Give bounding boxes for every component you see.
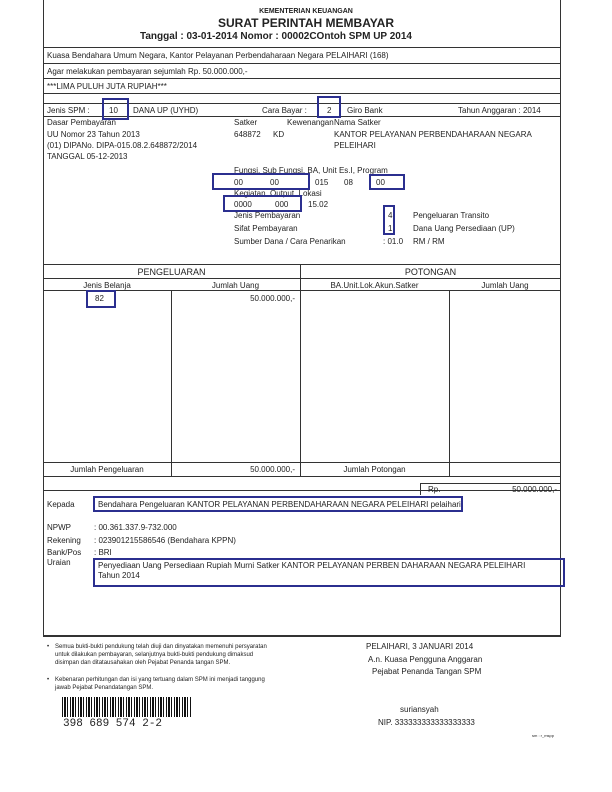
kewenangan-value: KD bbox=[273, 130, 285, 139]
jenis-spm-label: Jenis SPM : bbox=[47, 106, 90, 115]
divider bbox=[43, 63, 561, 64]
npwp-value: : 00.361.337.9-732.000 bbox=[94, 523, 177, 532]
divider bbox=[43, 476, 561, 477]
signature-line1: A.n. Kuasa Pengguna Anggaran bbox=[368, 655, 483, 664]
sumber-dana-label: Sumber Dana / Cara Penarikan bbox=[234, 237, 346, 246]
signature-place-date: PELAIHARI, 3 JANUARI 2014 bbox=[366, 642, 474, 651]
payment-order: Agar melakukan pembayaran sejumlah Rp. 50.000.000,- bbox=[47, 67, 248, 76]
fungsi-value: 00 bbox=[376, 178, 385, 187]
fungsi-value: 015 bbox=[315, 178, 329, 187]
kegiatan-value: 15.02 bbox=[308, 200, 329, 209]
divider bbox=[43, 636, 561, 637]
row-jenis-belanja: 82 bbox=[95, 294, 104, 303]
dasar-line: TANGGAL 05-12-2013 bbox=[47, 152, 128, 161]
total-pengeluaran-label: Jumlah Pengeluaran bbox=[70, 465, 144, 474]
addressee: Kuasa Bendahara Umum Negara, Kantor Pelayanan Perbendaharaan Negara PELAIHARI (168) bbox=[47, 51, 389, 60]
jenis-pembayaran-label: Jenis Pembayaran bbox=[234, 211, 301, 220]
sumber-dana-code: : 01.0 bbox=[383, 237, 404, 246]
barcode-number: 398 689 574 2-2 bbox=[63, 718, 163, 730]
signature-name: suriansyah bbox=[400, 705, 439, 714]
document-title: SURAT PERINTAH MEMBAYAR bbox=[217, 16, 394, 30]
uraian-label: Uraian bbox=[47, 558, 71, 567]
nama-satker-line2: PELEIHARI bbox=[334, 141, 376, 150]
sifat-pembayaran-desc: Dana Uang Persediaan (UP) bbox=[413, 224, 515, 233]
divider bbox=[43, 47, 561, 48]
table-divider bbox=[300, 264, 301, 476]
uraian-line2: Tahun 2014 bbox=[98, 571, 140, 580]
cara-bayar-desc: Giro Bank bbox=[347, 106, 383, 115]
highlight-box bbox=[383, 205, 395, 235]
dasar-label: Dasar Pembayaran bbox=[47, 118, 116, 127]
nama-satker-line1: KANTOR PELAYANAN PERBENDAHARAAN NEGARA bbox=[334, 130, 532, 139]
pengeluaran-header: PENGELUARAN bbox=[137, 267, 206, 277]
highlight-box bbox=[317, 96, 341, 118]
npwp-label: NPWP bbox=[47, 523, 71, 532]
fungsi-value: 00 bbox=[234, 178, 243, 187]
sumber-dana-desc: RM / RM bbox=[413, 237, 445, 246]
highlight-box bbox=[93, 496, 463, 512]
table-divider bbox=[171, 290, 172, 476]
divider bbox=[43, 278, 561, 279]
col-jumlah-uang: Jumlah Uang bbox=[211, 281, 260, 290]
kegiatan-value: 000 bbox=[275, 200, 289, 209]
footer-code: sm : r_mspp bbox=[532, 733, 555, 738]
highlight-box bbox=[102, 98, 129, 120]
signature-line2: Pejabat Penanda Tangan SPM bbox=[372, 667, 482, 676]
kepada-value: Bendahara Pengeluaran KANTOR PELAYANAN PERBENDAHARAAN NEGARA PELEIHARI pelaihari bbox=[98, 500, 461, 509]
tahun-anggaran: Tahun Anggaran : 2014 bbox=[458, 106, 541, 115]
note-text: disimpan dan ditatausahakan oleh Pejabat Penanda tangan SPM. bbox=[55, 660, 231, 666]
potongan-header: POTONGAN bbox=[404, 267, 457, 277]
total-pengeluaran-value: 50.000.000,- bbox=[250, 465, 295, 474]
divider bbox=[420, 483, 421, 495]
rekening-label: Rekening bbox=[47, 536, 81, 545]
signature-nip: NIP. 333333333333333333 bbox=[378, 718, 475, 727]
divider bbox=[43, 78, 561, 79]
ministry-label: KEMENTERIAN KEUANGAN bbox=[259, 8, 353, 15]
note-text: jawab Pejabat Penandatangan SPM. bbox=[55, 685, 154, 691]
barcode-icon bbox=[62, 697, 192, 717]
fungsi-value: 00 bbox=[270, 178, 279, 187]
dasar-line: UU Nomor 23 Tahun 2013 bbox=[47, 130, 140, 139]
note-text: untuk dilakukan pembayaran, selanjutnya bukti-bukti pendukung dimaksud bbox=[55, 652, 254, 658]
highlight-box bbox=[223, 195, 302, 212]
divider bbox=[420, 483, 561, 484]
amount-words: ***LIMA PULUH JUTA RUPIAH*** bbox=[47, 82, 167, 91]
row-jumlah-uang: 50.000.000,- bbox=[250, 294, 295, 303]
cara-bayar-label: Cara Bayar : bbox=[262, 106, 307, 115]
total-potongan-label: Jumlah Potongan bbox=[343, 465, 406, 474]
jenis-spm-value: 10 bbox=[109, 106, 118, 115]
col-jumlah-uang-pot: Jumlah Uang bbox=[481, 281, 529, 290]
satker-value: 648872 bbox=[234, 130, 261, 139]
rp-value: 50.000.000,- bbox=[512, 485, 557, 494]
bank-label: Bank/Pos bbox=[47, 548, 82, 557]
table-divider bbox=[449, 290, 450, 476]
kepada-label: Kepada bbox=[47, 500, 75, 509]
sifat-pembayaran-label: Sifat Pembayaran bbox=[234, 224, 298, 233]
uraian-line1: Penyediaan Uang Persediaan Rupiah Murni Satker KANTOR PELAYANAN PERBEN DAHARAAN NEGARA PELEIHARI bbox=[98, 561, 526, 570]
divider bbox=[43, 93, 561, 94]
kewenangan-label: Kewenangan bbox=[287, 118, 334, 127]
kegiatan-label: Kegiatan, Output, Lokasi bbox=[234, 189, 322, 198]
jenis-pembayaran-code: 4 bbox=[388, 211, 393, 220]
highlight-box bbox=[93, 558, 565, 587]
nama-satker-label: Nama Satker bbox=[334, 118, 381, 127]
sifat-pembayaran-code: 1 bbox=[388, 224, 393, 233]
jenis-pembayaran-desc: Pengeluaran Transito bbox=[413, 211, 490, 220]
divider bbox=[43, 290, 561, 291]
jenis-spm-desc: DANA UP (UYHD) bbox=[133, 106, 199, 115]
divider bbox=[43, 462, 561, 463]
fungsi-label: Fungsi, Sub Fungsi, BA, Unit Es.I, Program bbox=[234, 166, 388, 175]
highlight-box bbox=[86, 290, 116, 308]
rekening-value: : 023901215586546 (Bendahara KPPN) bbox=[94, 536, 236, 545]
col-jenis-belanja: Jenis Belanja bbox=[83, 281, 131, 290]
highlight-box bbox=[212, 173, 310, 190]
note-bullet: • bbox=[47, 644, 50, 650]
highlight-box bbox=[369, 174, 405, 190]
satker-label: Satker bbox=[234, 118, 258, 127]
fungsi-value: 08 bbox=[344, 178, 353, 187]
col-ba-unit: BA.Unit.Lok.Akun.Satker bbox=[330, 281, 419, 290]
divider bbox=[43, 264, 561, 265]
bank-value: : BRI bbox=[94, 548, 112, 557]
date-number-line: Tanggal : 03-01-2014 Nomor : 00002COntoh SPM UP 2014 bbox=[140, 31, 412, 42]
note-text: Kebenaran perhitungan dan isi yang tertuang dalam SPM ini menjadi tanggung bbox=[55, 677, 265, 683]
kegiatan-value: 0000 bbox=[234, 200, 252, 209]
rp-label: Rp. bbox=[428, 485, 441, 494]
note-text: Semua bukti-bukti pendukung telah diuji dan dinyatakan memenuhi persyaratan bbox=[55, 644, 267, 650]
cara-bayar-value: 2 bbox=[327, 106, 332, 115]
note-bullet: • bbox=[47, 677, 50, 683]
dasar-line: (01) DIPANo. DIPA-015.08.2.648872/2014 bbox=[47, 141, 198, 150]
